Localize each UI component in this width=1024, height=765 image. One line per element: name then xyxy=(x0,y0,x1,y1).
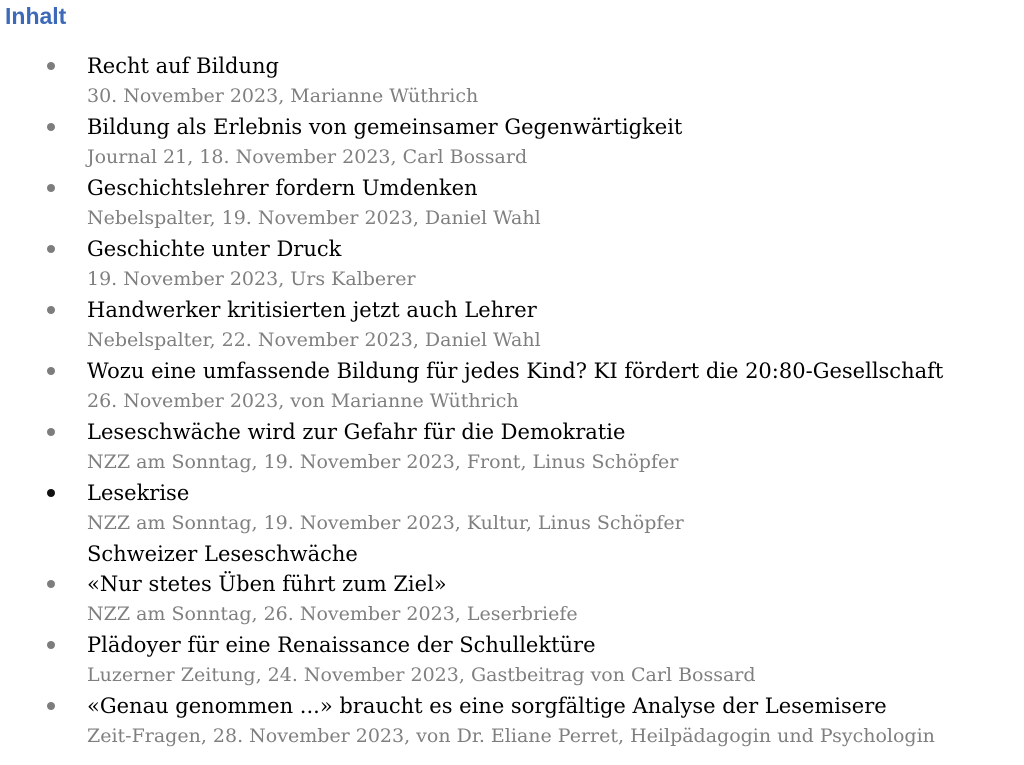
bullet-icon xyxy=(47,306,55,314)
list-item xyxy=(0,479,1024,540)
article-title-link[interactable]: Plädoyer für eine Renaissance der Schullektüre xyxy=(87,633,596,657)
article-source: NZZ am Sonntag, 19. November 2023, Kultur, Linus Schöpfer xyxy=(87,512,684,534)
bullet-icon xyxy=(47,428,55,436)
list-item xyxy=(0,174,1024,235)
article-title-link[interactable]: Recht auf Bildung xyxy=(87,54,279,78)
article-title-link[interactable]: Schweizer Leseschwäche xyxy=(87,542,358,566)
article-source: 30. November 2023, Marianne Wüthrich xyxy=(87,85,479,107)
list-item xyxy=(0,418,1024,479)
article-source: Nebelspalter, 22. November 2023, Daniel Wahl xyxy=(87,329,541,351)
article-title-link[interactable]: «Nur stetes Üben führt zum Ziel» xyxy=(87,572,447,596)
article-source: 26. November 2023, von Marianne Wüthrich xyxy=(87,390,519,412)
bullet-icon xyxy=(47,580,55,588)
list-item xyxy=(0,52,1024,113)
article-title-link[interactable]: Bildung als Erlebnis von gemeinsamer Gegenwärtigkeit xyxy=(87,115,683,139)
article-source: Zeit-Fragen, 28. November 2023, von Dr. Eliane Perret, Heilpädagogin und Psychologin xyxy=(87,725,935,747)
list-item xyxy=(0,235,1024,296)
bullet-icon xyxy=(47,184,55,192)
list-item xyxy=(0,296,1024,357)
article-title-link[interactable]: Handwerker kritisierten jetzt auch Lehrer xyxy=(87,298,537,322)
bullet-icon xyxy=(47,245,55,253)
article-title-link[interactable]: Leseschwäche wird zur Gefahr für die Demokratie xyxy=(87,420,626,444)
article-source: Luzerner Zeitung, 24. November 2023, Gastbeitrag von Carl Bossard xyxy=(87,664,756,686)
article-title-link[interactable]: «Genau genommen ...» braucht es eine sorgfältige Analyse der Lesemisere xyxy=(87,694,887,718)
article-source: Journal 21, 18. November 2023, Carl Bossard xyxy=(87,146,528,168)
article-title-link[interactable]: Geschichte unter Druck xyxy=(87,237,342,261)
list-item xyxy=(0,540,1024,570)
list-item xyxy=(0,113,1024,174)
article-title-link[interactable]: Geschichtslehrer fordern Umdenken xyxy=(87,176,478,200)
article-source: NZZ am Sonntag, 19. November 2023, Front, Linus Schöpfer xyxy=(87,451,679,473)
bullet-icon xyxy=(47,367,55,375)
list-item xyxy=(0,570,1024,631)
article-source: Nebelspalter, 19. November 2023, Daniel Wahl xyxy=(87,207,541,229)
bullet-icon xyxy=(47,123,55,131)
contents-list xyxy=(0,52,1024,753)
list-item xyxy=(0,631,1024,692)
article-title-link[interactable]: Wozu eine umfassende Bildung für jedes Kind? KI fördert die 20:80-Gesellschaft xyxy=(87,359,944,383)
list-item xyxy=(0,357,1024,418)
bullet-icon xyxy=(47,702,55,710)
article-source: NZZ am Sonntag, 26. November 2023, Leserbriefe xyxy=(87,603,578,625)
bullet-icon xyxy=(47,489,55,497)
list-item xyxy=(0,692,1024,753)
article-source: 19. November 2023, Urs Kalberer xyxy=(87,268,416,290)
section-heading: Inhalt xyxy=(5,3,67,29)
article-title-link[interactable]: Lesekrise xyxy=(87,481,190,505)
bullet-icon xyxy=(47,641,55,649)
bullet-icon xyxy=(47,62,55,70)
